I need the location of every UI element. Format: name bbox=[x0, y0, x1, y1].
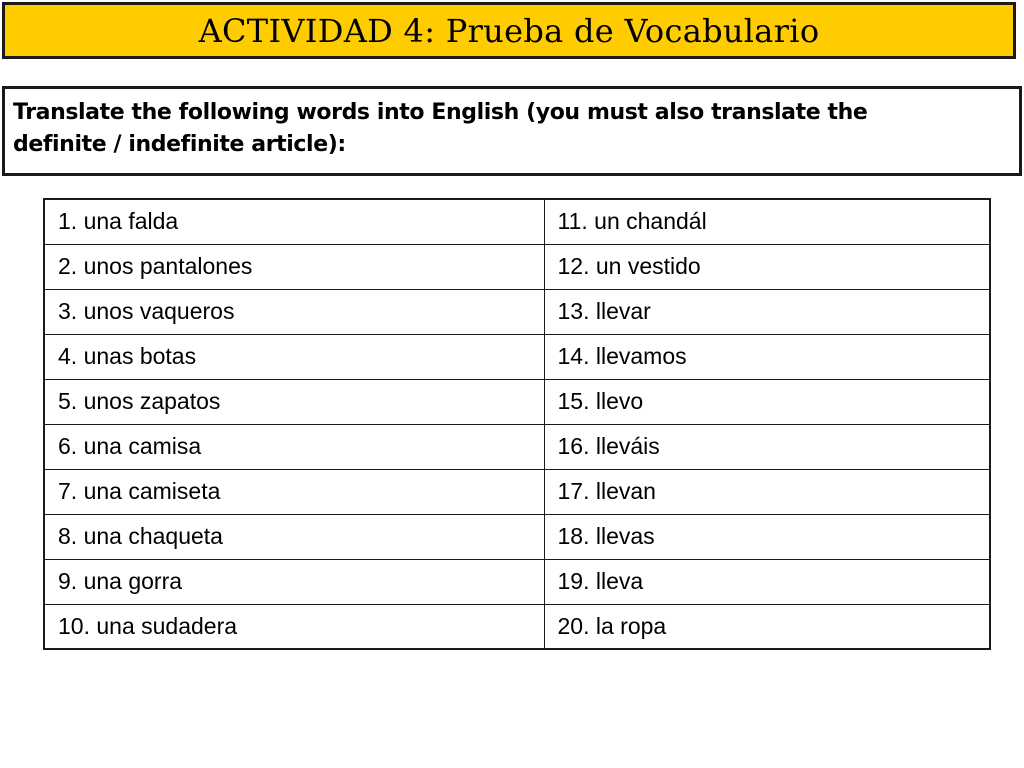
vocabulary-table bbox=[43, 198, 991, 650]
table-row bbox=[44, 199, 990, 244]
page-title: ACTIVIDAD 4: Prueba de Vocabulario bbox=[198, 11, 820, 50]
vocab-cell: 20. la ropa bbox=[544, 604, 990, 649]
vocab-cell: 4. unas botas bbox=[44, 334, 544, 379]
vocab-cell: 9. una gorra bbox=[44, 559, 544, 604]
vocab-cell: 8. una chaqueta bbox=[44, 514, 544, 559]
vocab-cell: 12. un vestido bbox=[544, 244, 990, 289]
vocab-cell: 18. llevas bbox=[544, 514, 990, 559]
vocab-cell: 1. una falda bbox=[44, 199, 544, 244]
table-row bbox=[44, 424, 990, 469]
instruction-box bbox=[2, 86, 1022, 176]
vocab-cell: 14. llevamos bbox=[544, 334, 990, 379]
instruction-line-2: definite / indefinite article): bbox=[13, 132, 346, 157]
instruction-line-1: Translate the following words into English (you must also translate the bbox=[13, 100, 868, 125]
vocab-cell: 6. una camisa bbox=[44, 424, 544, 469]
vocab-cell: 2. unos pantalones bbox=[44, 244, 544, 289]
table-row bbox=[44, 559, 990, 604]
table-row bbox=[44, 379, 990, 424]
vocab-cell: 10. una sudadera bbox=[44, 604, 544, 649]
table-row bbox=[44, 334, 990, 379]
vocab-cell: 17. llevan bbox=[544, 469, 990, 514]
vocab-cell: 3. unos vaqueros bbox=[44, 289, 544, 334]
table-row bbox=[44, 469, 990, 514]
vocab-cell: 11. un chandál bbox=[544, 199, 990, 244]
vocab-cell: 5. unos zapatos bbox=[44, 379, 544, 424]
vocab-cell: 13. llevar bbox=[544, 289, 990, 334]
vocab-cell: 19. lleva bbox=[544, 559, 990, 604]
vocab-cell: 16. lleváis bbox=[544, 424, 990, 469]
vocab-cell: 15. llevo bbox=[544, 379, 990, 424]
table-row bbox=[44, 604, 990, 649]
table-row bbox=[44, 244, 990, 289]
title-banner bbox=[2, 2, 1016, 59]
table-row bbox=[44, 289, 990, 334]
vocab-cell: 7. una camiseta bbox=[44, 469, 544, 514]
table-row bbox=[44, 514, 990, 559]
